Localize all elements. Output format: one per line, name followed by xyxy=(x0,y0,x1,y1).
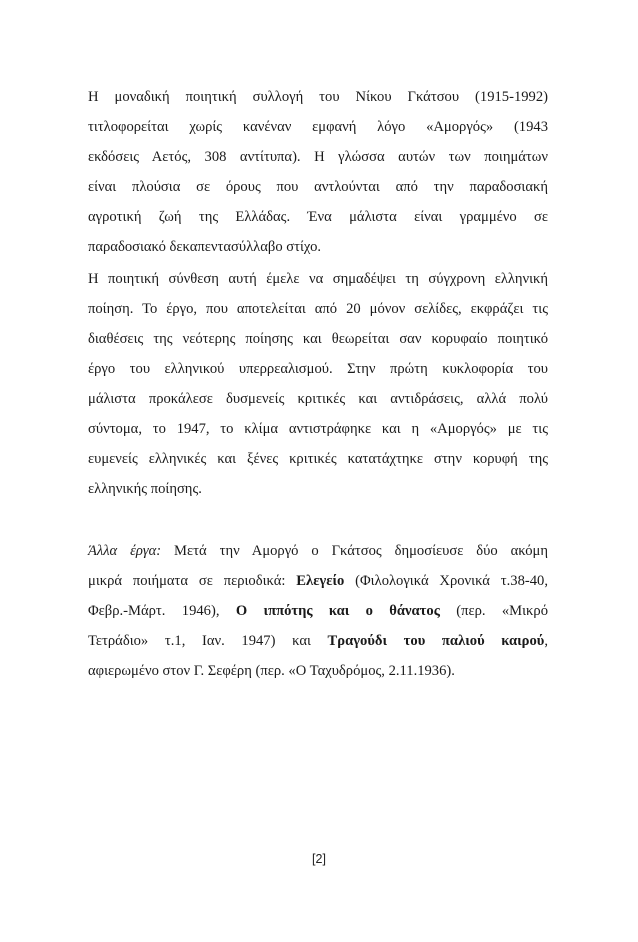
text-segment: διαθέσεις της νεότερης ποίησης και θεωρείται σαν κορυφαίο ποιητικό xyxy=(88,331,548,347)
paragraph-amorgos-intro xyxy=(88,82,548,262)
text-segment: αφιερωμένο στον Γ. Σεφέρη (περ. «Ο Ταχυδρόμος, 2.11.1936). xyxy=(88,663,455,679)
text-line xyxy=(88,112,548,142)
text-segment: τιτλοφορείται χωρίς κανέναν εμφανή λόγο «Αμοργός» (1943 xyxy=(88,119,548,135)
text-segment: , xyxy=(544,633,548,649)
text-line xyxy=(88,202,548,232)
text-line xyxy=(88,596,548,626)
page-number: [2] xyxy=(312,852,326,866)
text-line xyxy=(88,82,548,112)
text-line xyxy=(88,264,548,294)
work-title: Ο ιππότης και ο θάνατος xyxy=(235,603,440,619)
text-line xyxy=(88,414,548,444)
text-line xyxy=(88,626,548,656)
text-line xyxy=(88,444,548,474)
text-line xyxy=(88,172,548,202)
text-segment: (περ. «Μικρό xyxy=(439,603,548,619)
text-segment: είναι πλούσια σε όρους που αντλούνται από την παραδοσιακή xyxy=(88,179,548,195)
text-segment: μάλιστα προκάλεσε δυσμενείς κριτικές και αντιδράσεις, αλλά πολύ xyxy=(88,391,548,407)
paragraph-other-works xyxy=(88,536,548,686)
text-segment: Φεβρ.-Μάρτ. 1946), xyxy=(88,603,236,619)
text-segment: (Φιλολογικά Χρονικά τ.38-40, xyxy=(344,573,548,589)
text-segment: μικρά ποιήματα σε περιοδικά: xyxy=(88,573,297,589)
text-segment: Η μοναδική ποιητική συλλογή του Νίκου Γκάτσου (1915-1992) xyxy=(88,89,548,105)
text-line xyxy=(88,566,548,596)
text-segment: παραδοσιακό δεκαπεντασύλλαβο στίχο. xyxy=(88,239,322,255)
text-segment: Μετά την Αμοργό ο Γκάτσος δημοσίευσε δύο ακόμη xyxy=(161,543,549,559)
text-line xyxy=(88,384,548,414)
text-segment: Η ποιητική σύνθεση αυτή έμελε να σημαδέψει τη σύγχρονη ελληνική xyxy=(88,271,548,287)
text-line xyxy=(88,324,548,354)
text-segment: εκδόσεις Αετός, 308 αντίτυπα). Η γλώσσα αυτών των ποιημάτων xyxy=(88,149,548,165)
text-segment: σύντομα, το 1947, το κλίμα αντιστράφηκε και η «Αμοργός» με τις xyxy=(88,421,548,437)
work-title: Ελεγείο xyxy=(296,573,345,589)
text-segment: ευμενείς ελληνικές και ξένες κριτικές κατατάχτηκε στην κορυφή της xyxy=(88,451,548,467)
section-label: Άλλα έργα: xyxy=(88,543,162,559)
paragraph-poetic-significance xyxy=(88,264,548,504)
text-segment: αγροτική ζωή της Ελλάδας. Ένα μάλιστα είναι γραμμένο σε xyxy=(88,209,548,225)
text-segment: ποίηση. Το έργο, που αποτελείται από 20 μόνον σελίδες, εκφράζει τις xyxy=(88,301,548,317)
text-line xyxy=(88,656,548,686)
text-segment: Τετράδιο» τ.1, Ιαν. 1947) και xyxy=(88,633,328,649)
text-segment: ελληνικής ποίησης. xyxy=(88,481,202,497)
work-title: Τραγούδι του παλιού καιρού xyxy=(327,633,545,649)
text-segment: έργο του ελληνικού υπερρεαλισμού. Στην πρώτη κυκλοφορία του xyxy=(88,361,548,377)
text-line xyxy=(88,232,548,262)
text-line xyxy=(88,536,548,566)
text-line xyxy=(88,294,548,324)
text-line xyxy=(88,354,548,384)
text-line xyxy=(88,142,548,172)
text-line xyxy=(88,474,548,504)
